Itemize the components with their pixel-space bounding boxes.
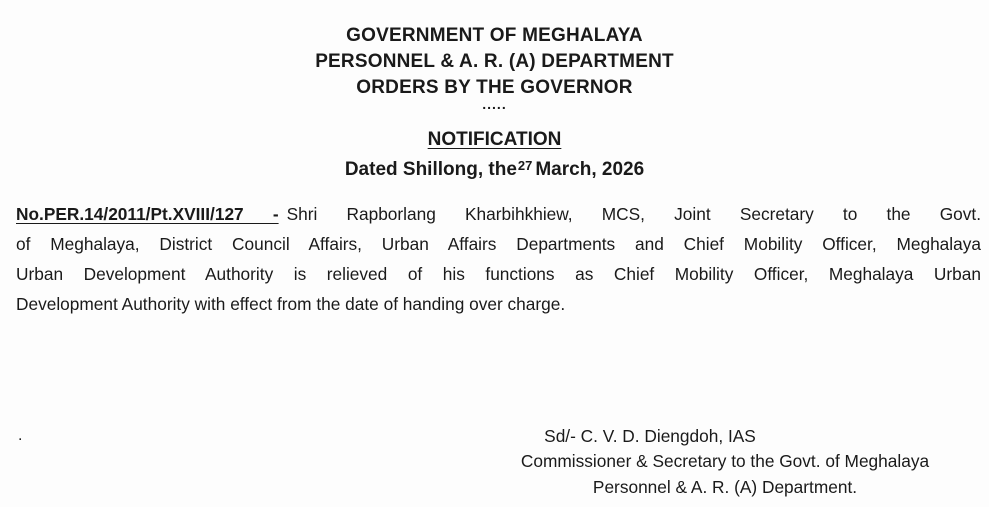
dated-suffix: March, 2026 <box>535 159 645 180</box>
signatory-name: Sd/- C. V. D. Diengdoh, IAS <box>544 426 756 446</box>
stray-mark: . <box>18 427 23 444</box>
orders-header: ORDERS BY THE GOVERNOR <box>356 77 633 98</box>
dated-prefix: Dated Shillong, the <box>344 159 517 180</box>
signatory-designation: Commissioner & Secretary to the Govt. of Meghalaya <box>520 451 930 471</box>
dated-line <box>0 154 989 182</box>
paragraph-line-1 <box>16 199 981 229</box>
signatory-department: Personnel & A. R. (A) Department. <box>592 477 858 497</box>
department-header: PERSONNEL & A. R. (A) DEPARTMENT <box>315 51 674 72</box>
notification-title-row <box>0 128 989 152</box>
paragraph-line-1-text: Shri Rapborlang Kharbihkhiew, MCS, Joint Secretary to the Govt. <box>286 204 982 224</box>
paragraph-line-4: Development Authority with effect from the date of handing over charge. <box>16 294 566 314</box>
header-separator: ..... <box>482 96 507 112</box>
government-header: GOVERNMENT OF MEGHALAYA <box>346 25 643 46</box>
dated-day: 27 <box>517 158 533 173</box>
reference-number: No.PER.14/2011/Pt.XVIII/127 - <box>16 204 279 224</box>
notification-title: NOTIFICATION <box>427 129 562 150</box>
paragraph-line-3: Urban Development Authority is relieved of his functions as Chief Mobility Officer, Meghalaya Urban <box>16 264 981 284</box>
order-paragraph <box>16 199 981 319</box>
paragraph-line-2: of Meghalaya, District Council Affairs, Urban Affairs Departments and Chief Mobility Officer, Meghalaya <box>16 234 981 254</box>
